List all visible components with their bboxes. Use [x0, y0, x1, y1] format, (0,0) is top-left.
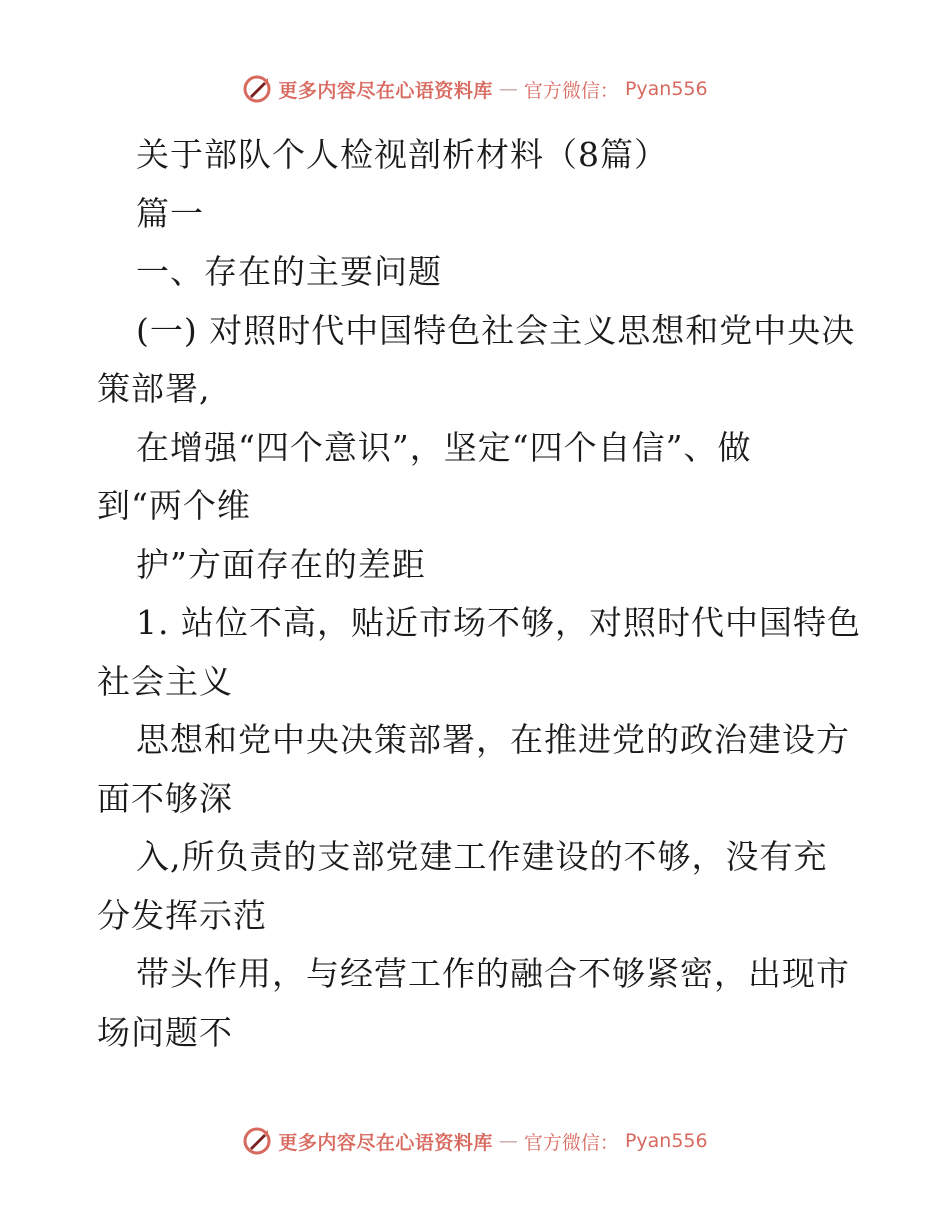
document-line: 1. 站位不高，贴近市场不够，对照时代中国特色: [136, 603, 861, 642]
document-line: 思想和党中央决策部署，在推进党的政治建设方: [136, 720, 850, 759]
document-body: [97, 126, 861, 1062]
document-line: 分发挥示范: [97, 895, 267, 935]
watermark-separator: —: [498, 1130, 518, 1152]
watermark-brand: 更多内容尽在心语资料库: [278, 1131, 493, 1154]
quill-pen-logo-icon: [242, 74, 272, 104]
document-line: 场问题不: [97, 1012, 233, 1052]
watermark-wechat-id: Pyan556: [624, 78, 708, 100]
watermark-wechat-id: Pyan556: [624, 1130, 708, 1152]
document-line: 带头作用，与经营工作的融合不够紧密，出现市: [136, 954, 850, 993]
document-line: 策部署,: [97, 369, 211, 408]
document-line: 一、存在的主要问题: [136, 252, 442, 291]
document-line: 入,所负责的支部党建工作建设的不够，没有充: [136, 837, 828, 876]
header-watermark: [0, 74, 950, 104]
watermark-wechat-label: 官方微信：: [523, 79, 619, 102]
document-line: 到“两个维: [97, 486, 251, 525]
document-line: 在增强“四个意识”，坚定“四个自信”、做: [136, 427, 752, 467]
document-line: 护”方面存在的差距: [136, 544, 426, 584]
footer-watermark: [0, 1126, 950, 1156]
document-line: 篇一: [136, 193, 204, 233]
document-line: 社会主义: [97, 661, 233, 701]
watermark-separator: —: [498, 78, 518, 100]
document-line: (一) 对照时代中国特色社会主义思想和党中央决: [136, 310, 856, 350]
document-line: 面不够深: [97, 778, 233, 818]
watermark-brand: 更多内容尽在心语资料库: [278, 79, 493, 102]
watermark-wechat-label: 官方微信：: [523, 1131, 619, 1154]
quill-pen-logo-icon: [242, 1126, 272, 1156]
document-line: 关于部队个人检视剖析材料（8篇）: [136, 135, 668, 174]
